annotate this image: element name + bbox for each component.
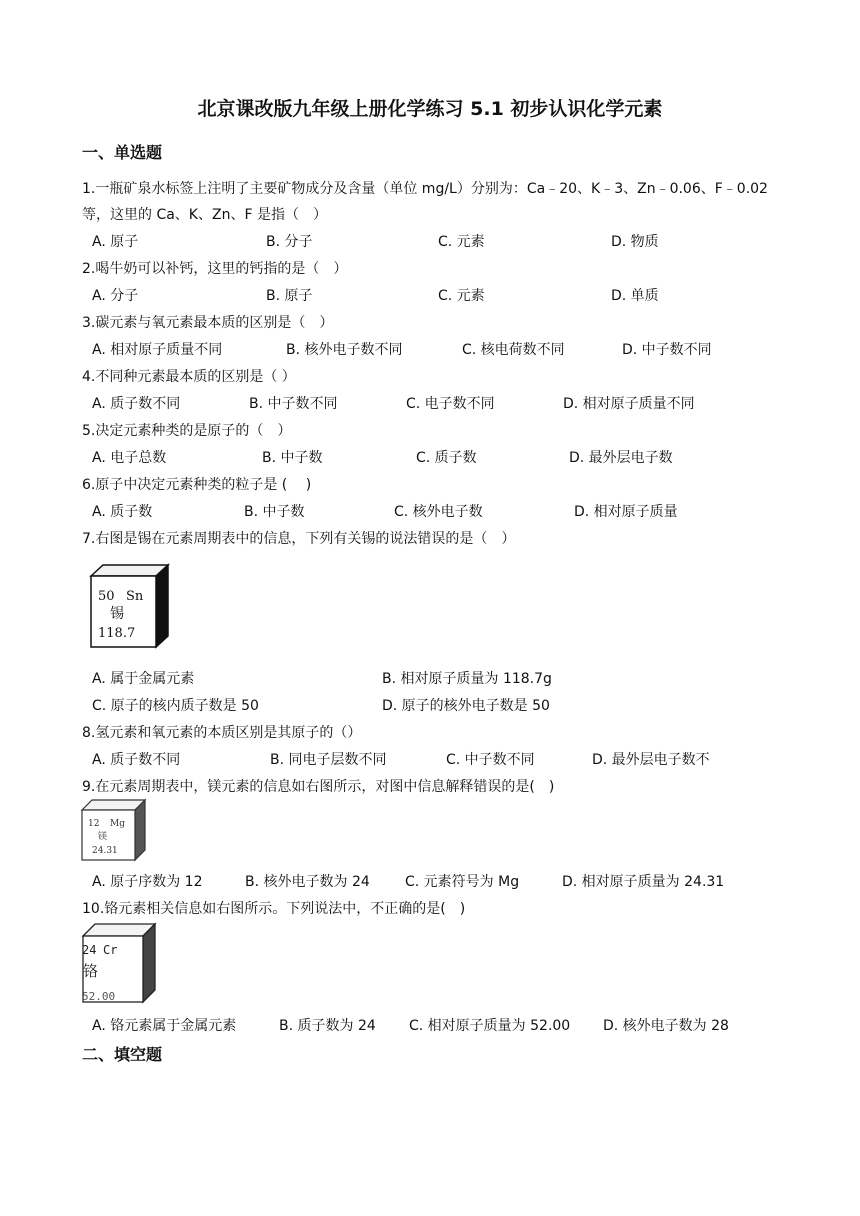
question-9-option-b[interactable]: B. 核外电子数为 24 — [245, 874, 370, 890]
question-3-option-b[interactable]: B. 核外电子数不同 — [286, 342, 403, 358]
question-6-option-c[interactable]: C. 核外电子数 — [394, 504, 483, 520]
question-3-option-d[interactable]: D. 中子数不同 — [622, 342, 712, 358]
question-7-option-a[interactable]: A. 属于金属元素 — [92, 671, 195, 687]
question-8-option-d[interactable]: D. 最外层电子数不 — [592, 752, 710, 768]
question-2-option-a[interactable]: A. 分子 — [92, 288, 139, 304]
question-5-option-d[interactable]: D. 最外层电子数 — [569, 450, 673, 466]
question-3-stem: 3.碳元素与氧元素最本质的区别是（ ） — [82, 315, 334, 331]
question-9-option-c[interactable]: C. 元素符号为 Mg — [405, 874, 520, 890]
question-1-stem-line1: 1.一瓶矿泉水标签上注明了主要矿物成分及含量（单位 mg/L）分别为：Ca﹣20、K﹣3、Zn﹣0.06、F﹣0.02 — [82, 181, 768, 197]
question-10-option-b[interactable]: B. 质子数为 24 — [279, 1018, 376, 1034]
question-5-option-b[interactable]: B. 中子数 — [262, 450, 323, 466]
question-4-option-b[interactable]: B. 中子数不同 — [249, 396, 338, 412]
section-heading-fill-blank: 二、填空题 — [82, 1045, 163, 1064]
question-10-option-c[interactable]: C. 相对原子质量为 52.00 — [409, 1018, 571, 1034]
question-9-option-a[interactable]: A. 原子序数为 12 — [92, 874, 203, 890]
magnesium-symbol: Mg — [110, 819, 125, 829]
magnesium-atomic-mass: 24.31 — [92, 846, 118, 856]
question-9-stem: 9.在元素周期表中，镁元素的信息如右图所示，对图中信息解释错误的是( ) — [82, 779, 555, 795]
question-8-stem: 8.氢元素和氧元素的本质区别是其原子的（） — [82, 725, 362, 741]
question-7-option-c[interactable]: C. 原子的核内质子数是 50 — [92, 698, 259, 714]
section-heading-single-choice: 一、单选题 — [82, 143, 163, 162]
question-10-stem: 10.铬元素相关信息如右图所示。下列说法中，不正确的是( ) — [82, 901, 466, 917]
chromium-atomic-number: 24 — [82, 943, 97, 957]
tin-atomic-number: 50 — [98, 589, 115, 604]
question-4-option-c[interactable]: C. 电子数不同 — [406, 396, 495, 412]
question-5-option-a[interactable]: A. 电子总数 — [92, 450, 167, 466]
question-6-stem: 6.原子中决定元素种类的粒子是 ( ) — [82, 477, 312, 493]
question-1-option-a[interactable]: A. 原子 — [92, 234, 139, 250]
question-6-option-b[interactable]: B. 中子数 — [244, 504, 305, 520]
question-3-option-a[interactable]: A. 相对原子质量不同 — [92, 342, 223, 358]
question-7-option-d[interactable]: D. 原子的核外电子数是 50 — [382, 698, 550, 714]
question-4-option-d[interactable]: D. 相对原子质量不同 — [563, 396, 695, 412]
question-3-option-c[interactable]: C. 核电荷数不同 — [462, 342, 565, 358]
question-6-option-d[interactable]: D. 相对原子质量 — [574, 504, 678, 520]
page-title: 北京课改版九年级上册化学练习 5.1 初步认识化学元素 — [197, 98, 663, 120]
magnesium-atomic-number: 12 — [88, 819, 100, 829]
question-1-option-d[interactable]: D. 物质 — [611, 234, 659, 250]
question-1-option-b[interactable]: B. 分子 — [266, 234, 313, 250]
tin-element-cube — [88, 562, 172, 650]
question-2-option-c[interactable]: C. 元素 — [438, 288, 485, 304]
chromium-symbol: Cr — [103, 943, 118, 957]
chromium-element-cube — [81, 922, 157, 1004]
question-5-stem: 5.决定元素种类的是原子的（ ） — [82, 423, 292, 439]
chromium-name: 铬 — [83, 962, 99, 980]
question-7-stem: 7.右图是锡在元素周期表中的信息，下列有关锡的说法错误的是（ ） — [82, 531, 516, 547]
question-7-option-b[interactable]: B. 相对原子质量为 118.7g — [382, 671, 552, 687]
question-2-option-d[interactable]: D. 单质 — [611, 288, 659, 304]
magnesium-element-cube — [80, 798, 148, 862]
chromium-atomic-mass: 52.00 — [82, 990, 116, 1003]
question-8-option-c[interactable]: C. 中子数不同 — [446, 752, 535, 768]
question-1-stem-line2: 等，这里的 Ca、K、Zn、F 是指（ ） — [82, 207, 327, 223]
tin-atomic-mass: 118.7 — [98, 626, 136, 641]
tin-symbol: Sn — [126, 589, 144, 604]
question-10-option-d[interactable]: D. 核外电子数为 28 — [603, 1018, 729, 1034]
question-8-option-a[interactable]: A. 质子数不同 — [92, 752, 181, 768]
magnesium-name: 镁 — [98, 832, 108, 842]
tin-name: 锡 — [110, 606, 124, 622]
question-5-option-c[interactable]: C. 质子数 — [416, 450, 477, 466]
question-9-option-d[interactable]: D. 相对原子质量为 24.31 — [562, 874, 725, 890]
question-10-option-a[interactable]: A. 铬元素属于金属元素 — [92, 1018, 237, 1034]
question-4-stem: 4.不同种元素最本质的区别是（ ） — [82, 369, 296, 385]
question-6-option-a[interactable]: A. 质子数 — [92, 504, 153, 520]
question-2-option-b[interactable]: B. 原子 — [266, 288, 313, 304]
question-1-option-c[interactable]: C. 元素 — [438, 234, 485, 250]
question-8-option-b[interactable]: B. 同电子层数不同 — [270, 752, 387, 768]
question-4-option-a[interactable]: A. 质子数不同 — [92, 396, 181, 412]
question-2-stem: 2.喝牛奶可以补钙，这里的钙指的是（ ） — [82, 261, 348, 277]
